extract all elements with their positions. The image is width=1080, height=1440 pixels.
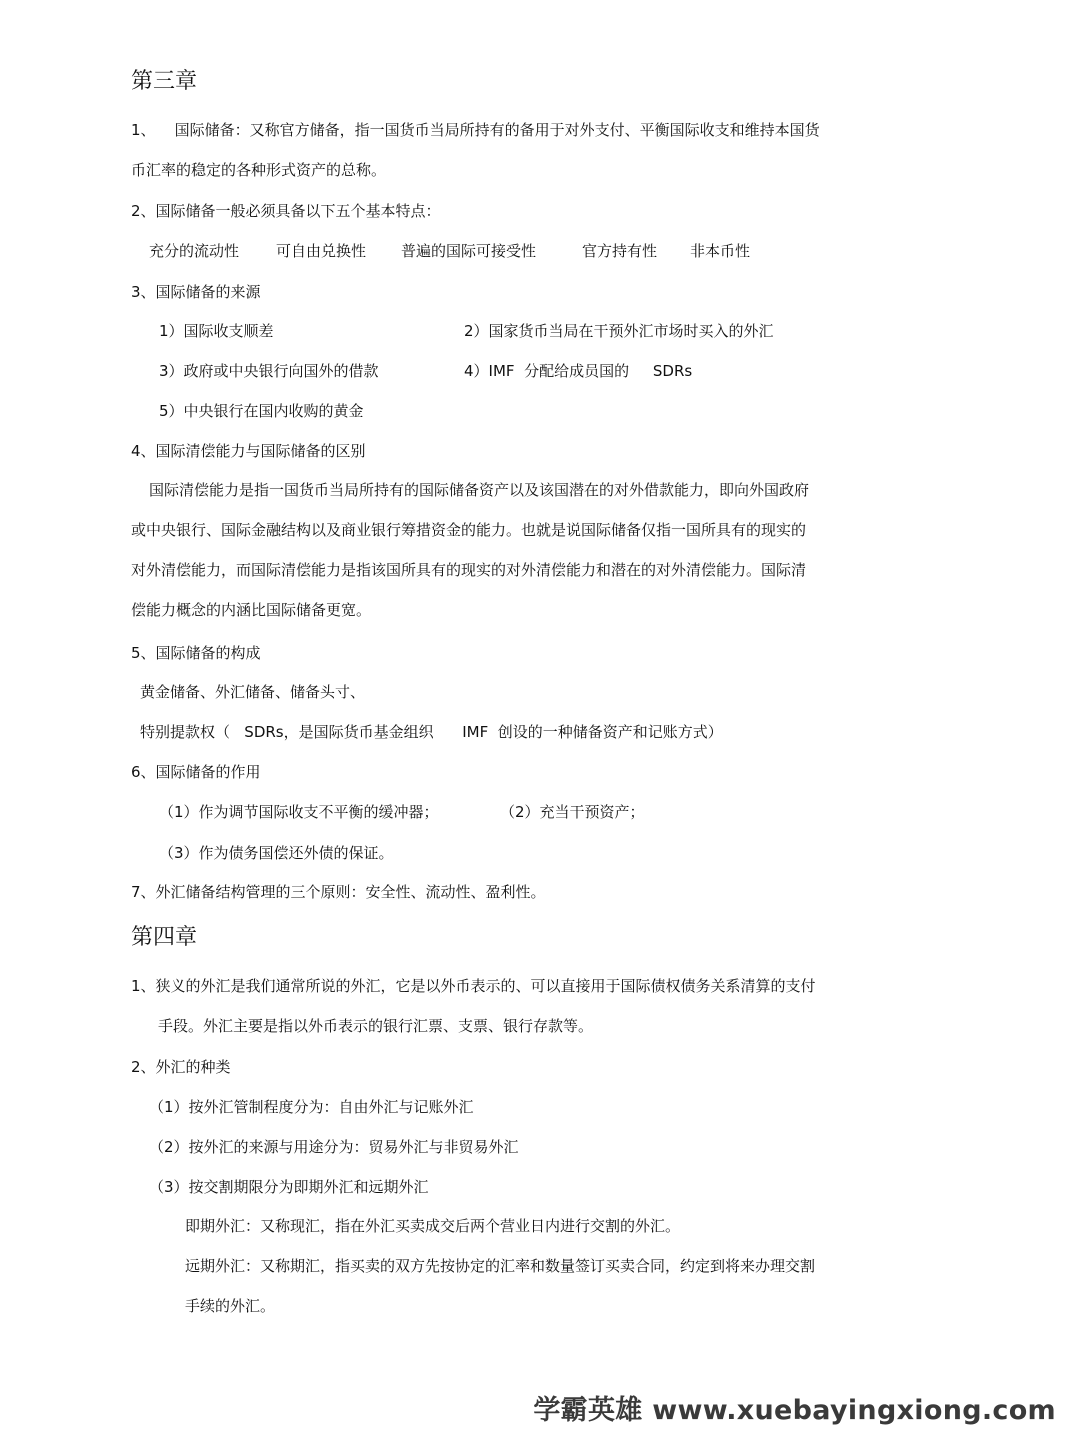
kind-2: （2）按外汇的来源与用途分为：贸易外汇与非贸易外汇 (149, 1138, 519, 1156)
source-2: 2）国家货币当局在干预外汇市场时买入的外汇 (464, 322, 774, 340)
role-3: （3）作为债务国偿还外债的保证。 (159, 844, 394, 862)
ch3-item1-line2: 币汇率的稳定的各种形式资产的总称。 (131, 161, 387, 179)
ch3-item5-heading: 5、国际储备的构成 (131, 644, 261, 662)
ch3-item5-line1: 黄金储备、外汇储备、储备头寸、 (140, 683, 366, 701)
kind-3: （3）按交割期限分为即期外汇和远期外汇 (149, 1178, 429, 1196)
feature-non-domestic: 非本币性 (690, 242, 751, 260)
ch4-item1-line1: 1、狭义的外汇是我们通常所说的外汇，它是以外币表示的、可以直接用于国际债权债务关系清算的支付 (131, 977, 816, 995)
spot-definition: 即期外汇：又称现汇，指在外汇买卖成交后两个营业日内进行交割的外汇。 (185, 1217, 681, 1235)
ch3-item7: 7、外汇储备结构管理的三个原则：安全性、流动性、盈利性。 (131, 883, 546, 901)
watermark-footer: 学霸英雄 www.xuebayingxiong.com (533, 1395, 1056, 1426)
role-2: （2）充当干预资产； (500, 803, 645, 821)
source-1: 1）国际收支顺差 (159, 322, 274, 340)
feature-official: 官方持有性 (582, 242, 658, 260)
ch3-item6-heading: 6、国际储备的作用 (131, 763, 261, 781)
ch4-item2-heading: 2、外汇的种类 (131, 1058, 231, 1076)
ch3-item1-line1: 1、 国际储备：又称官方储备，指一国货币当局所持有的备用于对外支付、平衡国际收支和维持本国货 (131, 121, 820, 139)
role-1: （1）作为调节国际收支不平衡的缓冲器； (159, 803, 439, 821)
kind-1: （1）按外汇管制程度分为：自由外汇与记账外汇 (149, 1098, 474, 1116)
ch3-item2-heading: 2、国际储备一般必须具备以下五个基本特点： (131, 202, 441, 220)
chapter-3-title: 第三章 (131, 69, 198, 94)
forward-definition-line1: 远期外汇：又称期汇，指买卖的双方先按协定的汇率和数量签订买卖合同，约定到将来办理交割 (185, 1257, 816, 1275)
ch4-item1-line2: 手段。外汇主要是指以外币表示的银行汇票、支票、银行存款等。 (158, 1017, 594, 1035)
source-3: 3）政府或中央银行向国外的借款 (159, 362, 379, 380)
source-4: 4）IMF 分配给成员国的 SDRs (464, 362, 693, 380)
ch3-item4-heading: 4、国际清偿能力与国际储备的区别 (131, 442, 366, 460)
ch3-item5-line2: 特别提款权（ SDRs，是国际货币基金组织 IMF 创设的一种储备资产和记账方式） (140, 723, 723, 741)
feature-liquidity: 充分的流动性 (149, 242, 240, 260)
chapter-4-title: 第四章 (131, 925, 198, 950)
feature-convertibility: 可自由兑换性 (276, 242, 367, 260)
ch3-item4-line4: 偿能力概念的内涵比国际储备更宽。 (131, 601, 372, 619)
feature-acceptability: 普遍的国际可接受性 (401, 242, 537, 260)
ch3-item4-line1: 国际清偿能力是指一国货币当局所持有的国际储备资产以及该国潜在的对外借款能力，即向外国政府 (149, 481, 810, 499)
forward-definition-line2: 手续的外汇。 (185, 1297, 276, 1315)
ch3-item3-heading: 3、国际储备的来源 (131, 283, 261, 301)
source-5: 5）中央银行在国内收购的黄金 (159, 402, 364, 420)
ch3-item4-line3: 对外清偿能力，而国际清偿能力是指该国所具有的现实的对外清偿能力和潜在的对外清偿能力。国际清 (131, 561, 807, 579)
ch3-item4-line2: 或中央银行、国际金融结构以及商业银行筹措资金的能力。也就是说国际储备仅指一国所具有的现实的 (131, 521, 807, 539)
